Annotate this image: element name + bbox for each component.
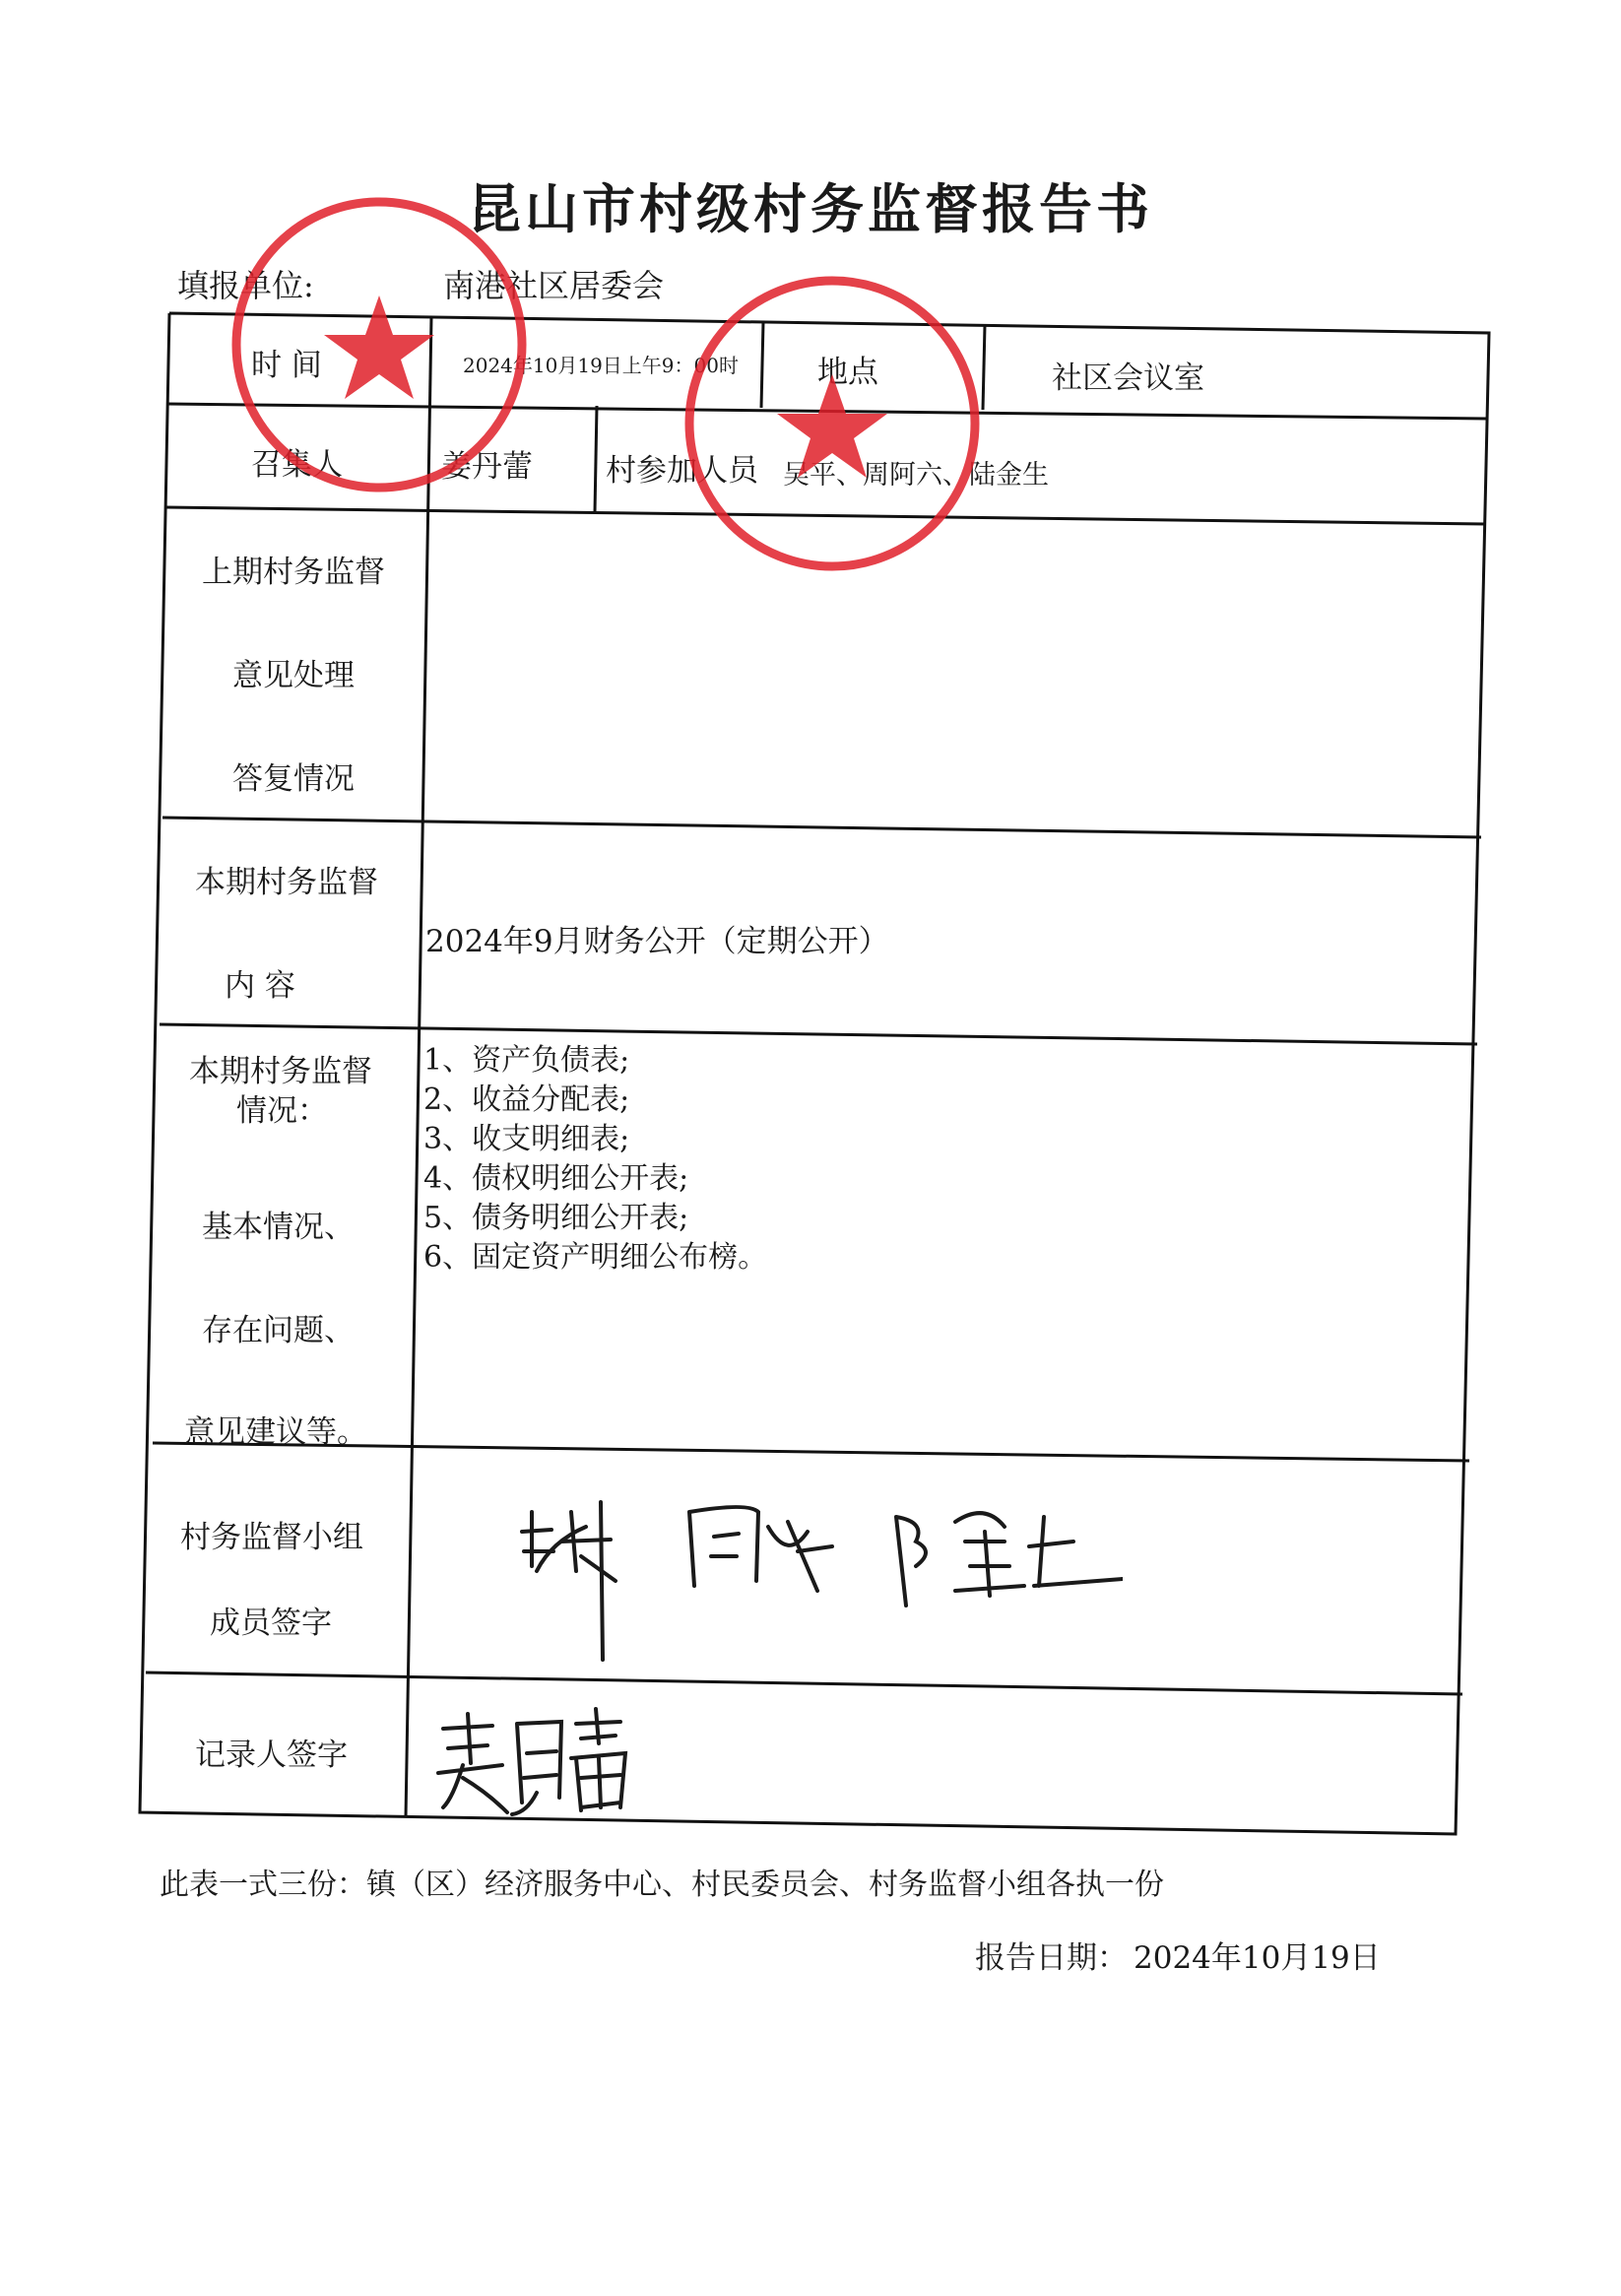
unit-value: 南港社区居委会 <box>443 267 665 304</box>
list-item: 3、收支明细表; <box>423 1122 630 1156</box>
list-item: 1、资产负债表; <box>423 1043 630 1078</box>
time-value: 2024年10月19日上午9：00时 <box>463 354 739 377</box>
seal-icon <box>675 266 990 581</box>
report-date-label: 报告日期： <box>975 1940 1128 1976</box>
report-date <box>975 1933 1381 1977</box>
prev-label-2: 意见处理 <box>232 658 355 693</box>
place-value: 社区会议室 <box>1052 361 1204 396</box>
page-title: 昆山市村级村务监督报告书 <box>468 178 1153 240</box>
time-label: 时 间 <box>251 348 322 383</box>
situation-label-1: 本期村务监督 <box>189 1054 372 1089</box>
group-sign-label-2: 成员签字 <box>210 1606 332 1641</box>
prev-label-3: 答复情况 <box>232 761 355 797</box>
situation-list <box>423 1041 767 1278</box>
list-item: 6、固定资产明细公布榜。 <box>423 1240 768 1275</box>
current-content-label-2: 内 容 <box>225 968 295 1004</box>
unit-label: 填报单位: <box>177 267 314 304</box>
place-label: 地点 <box>817 355 878 390</box>
list-item: 2、收益分配表; <box>423 1082 630 1117</box>
situation-label-2: 情况： <box>236 1093 328 1129</box>
prev-label-1: 上期村务监督 <box>202 555 385 590</box>
situation-label-5: 意见建议等。 <box>184 1414 367 1450</box>
seal-icon <box>222 187 537 502</box>
participants-label: 村参加人员 <box>606 453 758 489</box>
group-sign-label-1: 村务监督小组 <box>180 1520 363 1555</box>
footer-note: 此表一式三份：镇（区）经济服务中心、村民委员会、村务监督小组各执一份 <box>160 1868 1164 1902</box>
convener-label: 召集人 <box>251 447 343 483</box>
group-signatures <box>492 1473 1123 1670</box>
recorder-sign-label: 记录人签字 <box>195 1738 348 1773</box>
current-content-value: 2024年9月财务公开（定期公开） <box>425 924 889 959</box>
list-item: 5、债务明细公开表; <box>423 1201 689 1235</box>
situation-label-3: 基本情况、 <box>202 1210 355 1245</box>
recorder-signature <box>433 1704 650 1822</box>
list-item: 4、债权明细公开表; <box>423 1161 689 1196</box>
participants-value: 吴平、周阿六、陆金生 <box>783 460 1049 491</box>
convener-value: 姜丹蕾 <box>441 449 533 485</box>
report-date-value: 2024年10月19日 <box>1134 1940 1381 1976</box>
current-content-label-1: 本期村务监督 <box>195 865 378 900</box>
situation-label-4: 存在问题、 <box>202 1313 355 1348</box>
